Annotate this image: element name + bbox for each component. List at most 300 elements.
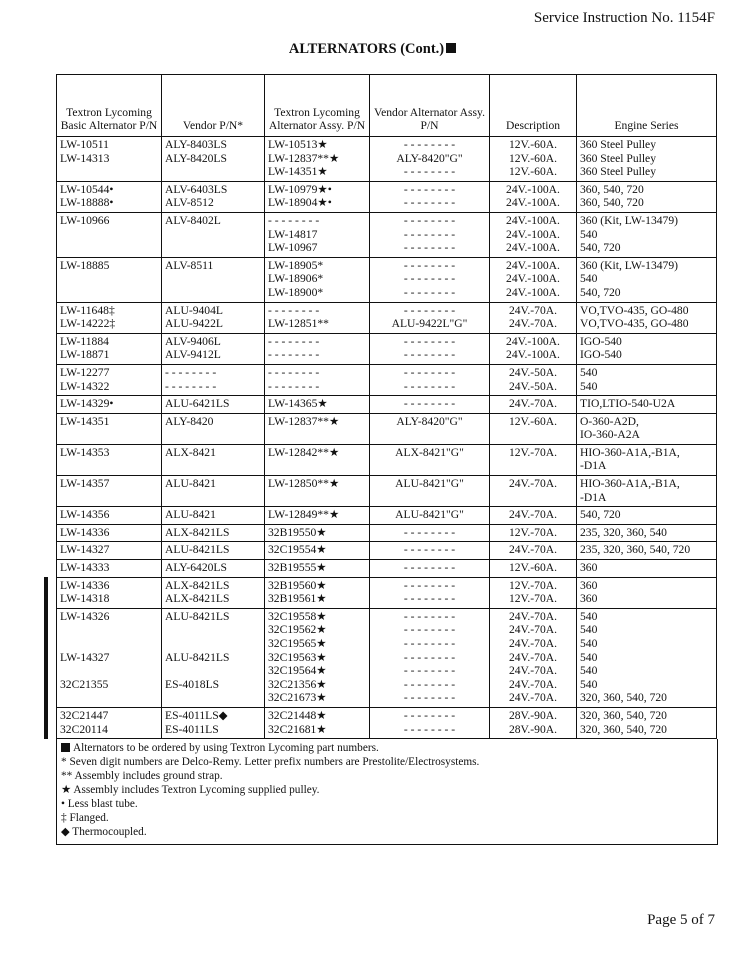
cell-line: LW-14333 — [60, 561, 110, 575]
cell-line: 32C20114 — [60, 722, 108, 736]
cell-line — [60, 637, 158, 651]
table-row — [57, 181, 717, 212]
cell-line: ALU-9422L"G" — [391, 317, 468, 331]
cell-basic-pn — [57, 396, 162, 414]
table-row — [57, 212, 717, 257]
table-row — [57, 608, 717, 707]
cell-line: 32B19561★ — [268, 592, 327, 606]
cell-vendor-pn — [162, 257, 265, 302]
cell-line: 32B19560★ — [268, 578, 327, 592]
cell-line: - - - - - - - - — [403, 722, 456, 736]
cell-line: LW-14356 — [60, 508, 110, 522]
table-row — [57, 560, 717, 578]
cell-line: 235, 320, 360, 540, 720 — [580, 543, 691, 557]
cell-line: - - - - - - - - — [403, 623, 456, 637]
cell-assy-pn — [265, 577, 370, 608]
cell-line: -D1A — [580, 459, 607, 473]
cell-description — [490, 212, 577, 257]
cell-line: 360 Steel Pulley — [580, 138, 656, 151]
cell-description — [490, 444, 577, 475]
cell-vendor-pn — [162, 137, 265, 182]
cell-line: - - - - - - - - — [268, 379, 320, 393]
cell-engine-series — [577, 524, 717, 542]
cell-vendor-assy-pn — [370, 396, 490, 414]
footnote: ** Assembly includes ground strap. — [61, 769, 223, 782]
cell-vendor-assy-pn — [370, 257, 490, 302]
cell-assy-pn — [265, 476, 370, 507]
cell-line: 32B19550★ — [268, 525, 327, 539]
cell-line: LW-14326 — [60, 609, 110, 623]
cell-line: 32C21673★ — [268, 691, 327, 705]
cell-vendor-pn — [162, 396, 265, 414]
cell-line: LW-12851** — [268, 317, 329, 331]
cell-description — [490, 181, 577, 212]
cell-line: LW-14327 — [60, 543, 110, 557]
cell-line: LW-14322 — [60, 379, 110, 393]
cell-line: - - - - - - - - — [403, 397, 456, 411]
cell-line: ALV-6403LS — [165, 182, 228, 196]
cell-line: 12V.-70A. — [508, 578, 558, 592]
cell-line: LW-10967 — [268, 241, 318, 255]
cell-line: 360 — [580, 592, 598, 606]
cell-line: 24V.-50A. — [508, 365, 558, 379]
cell-line: - - - - - - - - — [268, 303, 320, 317]
table-header-row — [57, 75, 717, 137]
cell-assy-pn — [265, 212, 370, 257]
cell-line: 12V.-60A. — [508, 561, 558, 575]
cell-line: - - - - - - - - — [403, 637, 456, 650]
cell-vendor-pn — [162, 476, 265, 507]
cell-basic-pn — [57, 524, 162, 542]
cell-basic-pn — [57, 476, 162, 507]
cell-line: ALU-8421LS — [165, 543, 230, 557]
cell-line: 28V.-90A. — [508, 722, 558, 736]
table-row — [57, 577, 717, 608]
cell-line: 32B19555★ — [268, 561, 327, 575]
cell-line: ALY-8420LS — [165, 151, 227, 165]
cell-engine-series — [577, 333, 717, 364]
cell-line: 320, 360, 540, 720 — [580, 691, 667, 705]
cell-basic-pn — [57, 560, 162, 578]
cell-line: 12V.-70A. — [508, 525, 558, 539]
cell-assy-pn — [265, 560, 370, 578]
cell-line: LW-14327 — [60, 650, 110, 664]
cell-assy-pn — [265, 507, 370, 525]
cell-vendor-pn — [162, 212, 265, 257]
cell-line: 32C19563★ — [268, 650, 327, 664]
cell-line: 24V.-100A. — [506, 227, 560, 241]
table-row — [57, 364, 717, 395]
cell-engine-series — [577, 396, 717, 414]
cell-line: - - - - - - - - — [403, 664, 456, 678]
cell-engine-series — [577, 212, 717, 257]
cell-line: 24V.-70A. — [508, 623, 558, 637]
cell-line: 360 — [580, 561, 598, 575]
cell-line: VO,TVO-435, GO-480 — [580, 303, 689, 317]
cell-assy-pn — [265, 524, 370, 542]
cell-line: LW-18888• — [60, 196, 114, 210]
cell-line: - - - - - - - - — [403, 182, 456, 196]
cell-line: 540 — [580, 272, 598, 286]
cell-line: 24V.-70A. — [508, 543, 558, 557]
cell-description — [490, 302, 577, 333]
table-row — [57, 524, 717, 542]
title-text: ALTERNATORS (Cont.) — [288, 41, 445, 57]
cell-line: - - - - - - - - — [403, 691, 456, 705]
cell-vendor-assy-pn — [370, 364, 490, 395]
cell-vendor-pn — [162, 364, 265, 395]
alternators-table-container — [56, 74, 716, 845]
cell-line: - - - - - - - - — [403, 592, 456, 606]
cell-line: LW-18905* — [268, 258, 324, 272]
cell-line: 12V.-60A. — [508, 414, 558, 428]
footnotes — [56, 739, 718, 844]
cell-description — [490, 507, 577, 525]
column-header-description: Description — [490, 75, 577, 137]
cell-line: ALV-8511 — [165, 258, 214, 272]
cell-assy-pn — [265, 444, 370, 475]
cell-vendor-assy-pn — [370, 577, 490, 608]
cell-line — [165, 637, 261, 651]
cell-vendor-pn — [162, 302, 265, 333]
cell-line: - - - - - - - - — [403, 708, 456, 722]
cell-vendor-assy-pn — [370, 524, 490, 542]
cell-engine-series — [577, 413, 717, 444]
cell-line: ALX-8421LS — [165, 525, 230, 539]
cell-vendor-assy-pn — [370, 137, 490, 182]
cell-line: - - - - - - - - — [268, 348, 320, 362]
cell-vendor-pn — [162, 333, 265, 364]
cell-description — [490, 257, 577, 302]
cell-vendor-assy-pn — [370, 444, 490, 475]
cell-line: LW-11648‡ — [60, 303, 115, 317]
cell-line: 24V.-70A. — [508, 664, 558, 678]
cell-engine-series — [577, 707, 717, 738]
cell-line: LW-14329• — [60, 397, 114, 411]
cell-line: 12V.-70A. — [508, 445, 558, 459]
cell-line: - - - - - - - - — [403, 525, 456, 539]
cell-description — [490, 608, 577, 707]
cell-line: - - - - - - - - — [403, 379, 456, 393]
cell-description — [490, 542, 577, 560]
cell-line: 32C19564★ — [268, 664, 327, 678]
cell-line: 24V.-100A. — [506, 241, 560, 255]
cell-line: 32C21448★ — [268, 708, 327, 722]
cell-assy-pn — [265, 364, 370, 395]
cell-line: 12V.-60A. — [508, 165, 558, 179]
cell-line: IO-360-A2A — [580, 428, 640, 442]
cell-line: 360 — [580, 578, 598, 592]
cell-line: LW-10513★ — [268, 138, 328, 151]
cell-line: 24V.-100A. — [506, 196, 560, 210]
cell-vendor-assy-pn — [370, 608, 490, 707]
cell-engine-series — [577, 444, 717, 475]
cell-line: 540 — [580, 664, 598, 678]
cell-line: - - - - - - - - — [268, 334, 320, 348]
cell-line: 12V.-70A. — [508, 592, 558, 606]
cell-vendor-pn — [162, 577, 265, 608]
cell-line: 32C21681★ — [268, 722, 327, 736]
table-row — [57, 413, 717, 444]
footnote: * Seven digit numbers are Delco-Remy. Letter prefix numbers are Prestolite/Electrosystems. — [61, 756, 480, 769]
cell-description — [490, 524, 577, 542]
cell-line: 360 Steel Pulley — [580, 151, 656, 165]
cell-line: ALU-8421"G" — [395, 477, 464, 491]
cell-vendor-assy-pn — [370, 302, 490, 333]
cell-line: LW-12837**★ — [268, 151, 340, 165]
cell-vendor-assy-pn — [370, 707, 490, 738]
cell-vendor-pn — [162, 507, 265, 525]
cell-line: - - - - - - - - — [403, 677, 456, 691]
cell-line: ALX-8421 — [165, 445, 216, 459]
cell-line — [165, 623, 261, 637]
cell-line: ALY-8420"G" — [396, 151, 463, 165]
cell-line — [60, 623, 158, 637]
cell-line: LW-18885 — [60, 258, 110, 272]
cell-basic-pn — [57, 608, 162, 707]
cell-line: ALX-8421LS — [165, 592, 230, 606]
cell-line: - - - - - - - - — [268, 213, 320, 227]
cell-assy-pn — [265, 413, 370, 444]
cell-line: 540 — [580, 677, 598, 691]
cell-line: - - - - - - - - — [403, 609, 456, 623]
cell-line: - - - - - - - - — [403, 165, 456, 179]
cell-description — [490, 333, 577, 364]
cell-description — [490, 364, 577, 395]
table-row — [57, 707, 717, 738]
cell-line: ALY-8420"G" — [396, 414, 463, 428]
cell-engine-series — [577, 577, 717, 608]
cell-line: 32C21355 — [60, 677, 109, 691]
cell-engine-series — [577, 560, 717, 578]
cell-line: LW-12849**★ — [268, 508, 340, 522]
cell-line: 24V.-70A. — [508, 637, 558, 650]
cell-engine-series — [577, 257, 717, 302]
cell-line: LW-12842**★ — [268, 445, 340, 459]
cell-line: ALX-8421LS — [165, 578, 230, 592]
table-row — [57, 476, 717, 507]
cell-line: 360 Steel Pulley — [580, 165, 656, 179]
cell-line: 24V.-70A. — [508, 303, 558, 317]
table-row — [57, 396, 717, 414]
cell-basic-pn — [57, 333, 162, 364]
cell-line: 540 — [580, 227, 598, 241]
cell-line: ALV-9412L — [165, 348, 221, 362]
cell-basic-pn — [57, 137, 162, 182]
cell-line — [165, 691, 261, 705]
cell-line: 540 — [580, 623, 598, 637]
cell-line: LW-14336 — [60, 578, 110, 592]
cell-line: LW-14351★ — [268, 165, 328, 179]
cell-line: ALV-8402L — [165, 213, 221, 227]
cell-line: LW-14353 — [60, 445, 110, 459]
cell-line: ALY-6420LS — [165, 561, 227, 575]
cell-line: ALU-8421 — [165, 508, 216, 522]
cell-line — [60, 691, 158, 705]
cell-line: O-360-A2D, — [580, 414, 639, 428]
cell-line: 24V.-100A. — [506, 272, 560, 286]
table-row — [57, 257, 717, 302]
cell-assy-pn — [265, 137, 370, 182]
cell-line: 360, 540, 720 — [580, 182, 644, 196]
cell-engine-series — [577, 364, 717, 395]
cell-line: ALU-8421LS — [165, 650, 230, 664]
cell-basic-pn — [57, 707, 162, 738]
cell-basic-pn — [57, 302, 162, 333]
cell-line: - - - - - - - - — [165, 379, 217, 393]
cell-line: 24V.-70A. — [508, 317, 558, 331]
cell-basic-pn — [57, 181, 162, 212]
table-body — [57, 137, 717, 739]
cell-line: ALU-9422L — [165, 317, 223, 331]
page-number: Page 5 of 7 — [647, 912, 715, 928]
cell-engine-series — [577, 507, 717, 525]
cell-line: 540, 720 — [580, 241, 621, 255]
cell-assy-pn — [265, 302, 370, 333]
cell-vendor-assy-pn — [370, 560, 490, 578]
cell-line: 32C19558★ — [268, 609, 327, 623]
cell-assy-pn — [265, 333, 370, 364]
cell-line: 540 — [580, 637, 598, 650]
cell-engine-series — [577, 476, 717, 507]
footnote: Alternators to be ordered by using Textron Lycoming part numbers. — [61, 742, 713, 756]
cell-line: 32C19562★ — [268, 623, 327, 637]
cell-assy-pn — [265, 707, 370, 738]
cell-line: ALU-9404L — [165, 303, 223, 317]
cell-line: LW-10966 — [60, 213, 110, 227]
cell-vendor-assy-pn — [370, 413, 490, 444]
cell-line: 24V.-70A. — [508, 691, 558, 705]
cell-line: 24V.-70A. — [508, 397, 558, 411]
table-row — [57, 542, 717, 560]
column-header-vendor-pn: Vendor P/N* — [162, 75, 265, 137]
cell-line: ALU-6421LS — [165, 397, 230, 411]
cell-line: 24V.-100A. — [506, 182, 560, 196]
cell-line: LW-10979★• — [268, 182, 332, 196]
cell-vendor-pn — [162, 524, 265, 542]
cell-line: - - - - - - - - — [403, 272, 456, 286]
cell-line: 24V.-100A. — [506, 258, 560, 272]
cell-line: 24V.-50A. — [508, 379, 558, 393]
cell-basic-pn — [57, 444, 162, 475]
cell-line: LW-12837**★ — [268, 414, 340, 428]
cell-line: ALU-8421 — [165, 477, 216, 491]
cell-line: LW-12850**★ — [268, 477, 340, 491]
cell-line: IGO-540 — [580, 348, 622, 362]
cell-line: 360 (Kit, LW-13479) — [580, 213, 678, 227]
cell-vendor-assy-pn — [370, 507, 490, 525]
cell-line: 320, 360, 540, 720 — [580, 708, 667, 722]
cell-line: LW-12277 — [60, 365, 110, 379]
cell-line: - - - - - - - - — [268, 365, 320, 379]
footnote: • Less blast tube. — [61, 797, 138, 810]
cell-line: TIO,LTIO-540-U2A — [580, 397, 676, 411]
cell-vendor-assy-pn — [370, 181, 490, 212]
cell-line: ALY-8420 — [165, 414, 214, 428]
cell-assy-pn — [265, 181, 370, 212]
cell-line: HIO-360-A1A,-B1A, — [580, 477, 680, 491]
cell-line: 360, 540, 720 — [580, 196, 644, 210]
cell-line: ES-4011LS — [165, 722, 219, 736]
cell-vendor-pn — [162, 707, 265, 738]
cell-line: ALY-8403LS — [165, 138, 227, 151]
cell-line: ES-4018LS — [165, 677, 220, 691]
cell-line: 540 — [580, 650, 598, 664]
cell-line: - - - - - - - - — [403, 213, 456, 227]
cell-line: 24V.-100A. — [506, 285, 560, 299]
cell-line: ALU-8421LS — [165, 609, 230, 623]
cell-line: LW-14222‡ — [60, 317, 116, 331]
cell-description — [490, 413, 577, 444]
cell-engine-series — [577, 608, 717, 707]
cell-line: ES-4011LS◆ — [165, 708, 228, 722]
column-header-engine-series: Engine Series — [577, 75, 717, 137]
cell-line: 24V.-100A. — [506, 348, 560, 362]
cell-description — [490, 560, 577, 578]
cell-line: LW-18900* — [268, 285, 324, 299]
cell-vendor-assy-pn — [370, 542, 490, 560]
cell-line — [165, 664, 261, 678]
cell-line: - - - - - - - - — [403, 138, 456, 151]
cell-assy-pn — [265, 542, 370, 560]
cell-line: - - - - - - - - — [403, 334, 456, 348]
cell-engine-series — [577, 302, 717, 333]
cell-line: 24V.-70A. — [508, 609, 558, 623]
square-marker-icon — [61, 743, 70, 752]
cell-vendor-pn — [162, 413, 265, 444]
cell-description — [490, 137, 577, 182]
cell-line: 540, 720 — [580, 508, 621, 522]
cell-vendor-pn — [162, 181, 265, 212]
service-instruction-number: Service Instruction No. 1154F — [533, 10, 715, 26]
cell-line: LW-14817 — [268, 227, 318, 241]
cell-line: LW-14351 — [60, 414, 110, 428]
column-header-vendor-assy-pn: Vendor Alternator Assy. P/N — [370, 75, 490, 137]
cell-line: 12V.-60A. — [508, 151, 558, 165]
footnote: ★ Assembly includes Textron Lycoming supplied pulley. — [61, 783, 320, 796]
cell-line: LW-10544• — [60, 182, 114, 196]
cell-line: 540 — [580, 365, 598, 379]
table-row — [57, 507, 717, 525]
cell-line: 360 (Kit, LW-13479) — [580, 258, 678, 272]
cell-description — [490, 707, 577, 738]
cell-line: 540 — [580, 379, 598, 393]
cell-basic-pn — [57, 507, 162, 525]
cell-line: - - - - - - - - — [403, 227, 456, 241]
cell-line: LW-18871 — [60, 348, 110, 362]
cell-basic-pn — [57, 542, 162, 560]
cell-line: 32C21356★ — [268, 677, 327, 691]
cell-line: 24V.-100A. — [506, 213, 560, 227]
cell-line: 24V.-70A. — [508, 508, 558, 522]
cell-line: - - - - - - - - — [403, 650, 456, 664]
cell-description — [490, 396, 577, 414]
cell-assy-pn — [265, 257, 370, 302]
cell-line: 24V.-70A. — [508, 477, 558, 491]
cell-description — [490, 476, 577, 507]
table-row — [57, 444, 717, 475]
cell-line — [60, 664, 158, 678]
cell-vendor-pn — [162, 444, 265, 475]
cell-line: - - - - - - - - — [403, 258, 456, 272]
cell-vendor-pn — [162, 560, 265, 578]
cell-line: 235, 320, 360, 540 — [580, 525, 667, 539]
cell-assy-pn — [265, 608, 370, 707]
cell-line: LW-14336 — [60, 525, 110, 539]
cell-line: - - - - - - - - — [403, 241, 456, 255]
cell-engine-series — [577, 181, 717, 212]
cell-line: LW-11884 — [60, 334, 109, 348]
